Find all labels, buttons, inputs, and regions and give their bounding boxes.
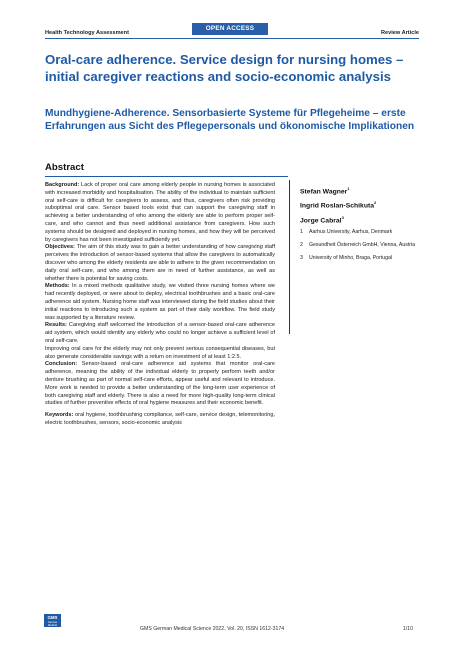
objectives-text: The aim of this study was to gain a better understanding of how caregiving staff perceives the introduction of sensor-based systems that allow the caregivers to automatically discover who among the elderly residents are able to adhere to the given recommendation on daily oral self-care, and who among them are in need of further assistance, as well as whether there is potential for saving costs. (45, 244, 275, 282)
author-affil-ref: 3 (341, 214, 344, 220)
gms-logo-subtext: German Medical Science (47, 621, 58, 630)
journal-section: Health Technology Assessment (45, 30, 129, 36)
author-name: Ingrid Roslan-Schikuta (300, 202, 375, 210)
abstract-objectives (45, 244, 275, 283)
results-label: Results: (45, 322, 67, 329)
conclusion-text: Sensor-based oral-care adherence aid systems that monitor oral-care adherence, meaning the ability of the individual elderly to properly perform teeth and/or denture brushing as part of normal self-care efforts, appear useful and relevant to introduce. More work is needed to provide a better understanding of the long-term user experience of both caregiving staff and elderly. There is also a need for more high-quality long-term clinical studies of further preventive effects of oral hygiene measures and their economic benefit. (45, 361, 275, 407)
abstract-methods (45, 283, 275, 322)
page-number: 1/10 (402, 626, 413, 632)
author-affil-ref: 2 (374, 200, 377, 206)
column-divider (289, 180, 290, 334)
abstract-background (45, 182, 275, 244)
affiliation-text: University of Minho, Braga, Portugal (309, 255, 393, 261)
author (300, 212, 430, 226)
header-rule (45, 38, 419, 39)
title-english: Oral-care adherence. Service design for nursing homes – initial caregiver reactions and socio-economic analysis (45, 52, 404, 84)
affiliation (300, 229, 420, 236)
author (300, 183, 430, 197)
abstract-results-2: Improving oral care for the elderly may not only prevent serious consequential diseases, but also generate considerable savings with a return on investment of at least 1:2.5. (45, 345, 275, 360)
abstract-body (45, 182, 275, 428)
title-german: Mundhygiene-Adherence. Sensorbasierte Systeme für Pflegeheime – erste Erfahrungen aus Sicht des Pflegepersonals und ökonomische Implikationen (45, 108, 415, 132)
author-list (300, 183, 430, 226)
keywords-text: oral hygiene, toothbrushing compliance, self-care, service design, telemonitoring, electric toothbrushes, sensors, socio-economic analysis (45, 412, 275, 426)
background-text: Lack of proper oral care among elderly people in nursing homes is associated with increased morbidity and hospitalisation. The ability of the individual to maintain sufficient oral self-care is difficult for caregivers to assess, and thus, caregivers often risk providing suboptimal oral care. Sensor based tools exist that can support the caregiving staff in achieving a better understanding of who among the elderly are able to perform proper self-care, and who cannot and thus need additional assistance from caregivers. How such systems should be designed and deployed in nursing homes, and how they will be perceived by caregivers has not been investigated sufficiently yet. (45, 182, 275, 243)
footer-citation: GMS German Medical Science 2022, Vol. 20, ISSN 1612-3174 (140, 626, 285, 632)
keywords-label: Keywords: (45, 412, 74, 419)
affiliation-number: 3 (300, 255, 303, 261)
methods-text: In a mixed methods qualitative study, we visited three nursing homes where we had recently deployed, or were about to deploy, electrical toothbrushes and a basic oral-care adherence aid system. Nursing home staff was interviewed during the field studies about their initial reactions to introducing such a system as part of their daily workflow. The field study was supported by a literature review. (45, 283, 275, 321)
abstract-heading: Abstract (45, 162, 84, 173)
abstract-conclusion (45, 361, 275, 408)
gms-logo-text: GMS (47, 615, 58, 620)
affiliation (300, 255, 420, 262)
author-name: Stefan Wagner (300, 188, 348, 196)
conclusion-label: Conclusion: (45, 361, 78, 368)
open-access-badge: OPEN ACCESS (192, 23, 268, 35)
methods-label: Methods: (45, 283, 70, 290)
abstract-results (45, 322, 275, 345)
objectives-label: Objectives: (45, 244, 75, 251)
affiliation (300, 242, 420, 249)
affiliation-text: Aarhus University, Aarhus, Denmark (309, 229, 393, 235)
affiliation-number: 2 (300, 242, 303, 248)
author-affil-ref: 1 (347, 186, 350, 191)
abstract-keywords (45, 412, 275, 428)
results-text: Caregiving staff welcomed the introduction of a sensor-based oral-care adherence aid system, which would identify any elderly who could no longer achieve a sufficient level of oral self-care. (45, 322, 275, 344)
affiliation-text: Gesundheit Österreich GmbH, Vienna, Austria (309, 242, 416, 248)
author (300, 197, 430, 211)
affiliation-list (300, 229, 420, 268)
affiliation-number: 1 (300, 229, 303, 235)
background-label: Background: (45, 182, 80, 188)
author-name: Jorge Cabral (300, 216, 342, 224)
gms-logo (44, 614, 61, 630)
abstract-rule (45, 176, 288, 177)
article-type: Review Article (380, 30, 419, 36)
